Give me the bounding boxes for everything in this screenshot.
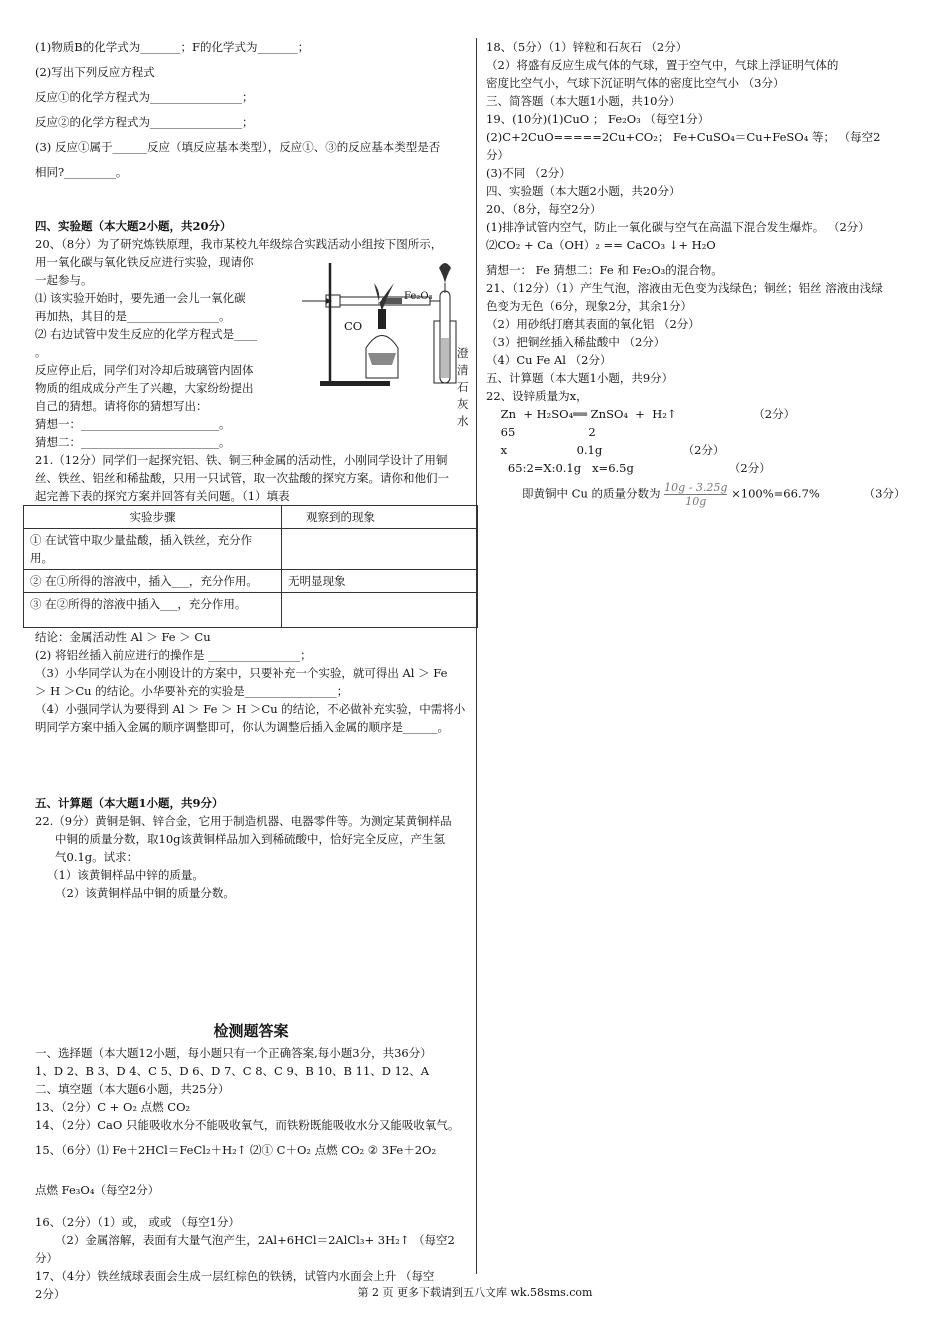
answer-line: (2)C+2CuO=====2Cu+CO₂； Fe+CuSO₄＝Cu+FeSO₄ 等； （每空2: [486, 130, 881, 144]
answer-line: 19、(10分)(1)CuO ； Fe₂O₃ （每空1分）: [486, 112, 710, 126]
q21-after-line: ＞ H ＞Cu 的结论。小华要补充的实验是________________；: [35, 684, 349, 698]
q-intro-line: 相同?_________。: [35, 165, 128, 179]
q-intro-line: (1)物质B的化学式为_______；F的化学式为_______；: [35, 40, 310, 54]
final-prefix: 即黄铜中 Cu 的质量分数为: [522, 486, 661, 501]
q20-line: 20、（8分）为了研究炼铁原理，我市某校九年级综合实践活动小组按下图所示，: [35, 237, 443, 251]
q22-line: 中铜的质量分数，取10g该黄铜样品加入到稀硫酸中，恰好完全反应，产生氢: [55, 832, 445, 846]
q-intro-line: 反应①的化学方程式为________________；: [35, 90, 254, 104]
final-answer: [486, 481, 916, 508]
answer-line: （2）用砂纸打磨其表面的氧化铝 （2分）: [486, 317, 700, 331]
answer-line: （2）金属溶解，表面有大量气泡产生，2Al+6HCl＝2AlCl₃+ 3H₂↑ （每空2: [55, 1233, 455, 1247]
q-intro-line: (3) 反应①属于______反应（填反应基本类型），反应①、③的反应基本类型是否: [35, 140, 441, 154]
answer-line: 点燃 Fe₃O₄（每空2分）: [35, 1183, 160, 1197]
answer-line: 一、选择题（本大题12小题，每小题只有一个正确答案,每小题3分，共36分）: [35, 1046, 432, 1060]
q20-line: 一起参与。: [35, 273, 93, 287]
page-footer: 第 2 页 更多下载请到五八文库 wk.58sms.com: [357, 1286, 593, 1299]
table-header: 实验步骤: [24, 506, 282, 529]
section-4-title: 四、实验题（本大题2小题，共20分）: [35, 219, 232, 233]
table-row: [24, 570, 478, 593]
table-cell: 无明显现象: [282, 570, 478, 593]
fraction-numerator: 10g - 3.25g: [664, 481, 728, 494]
q20-line: 物质的组成成分产生了兴趣，大家纷纷提出: [35, 381, 254, 395]
q22-line: （1）该黄铜样品中锌的质量。: [47, 868, 204, 882]
q21-line: 丝、铁丝、铝丝和稀盐酸，只用一只试管，取一次盐酸的探究方案。请你和他们一: [35, 471, 449, 485]
q22-line: （2）该黄铜样品中铜的质量分数。: [55, 886, 235, 900]
q21-after-line: （3）小华同学认为在小刚设计的方案中，只要补充一个实验，就可得出 Al ＞ Fe: [35, 666, 448, 680]
q21-after-line: 结论：金属活动性 Al ＞ Fe ＞ Cu: [35, 630, 211, 644]
q21-after-line: (2) 将铝丝插入前应进行的操作是 ________________；: [35, 648, 312, 662]
answer-line: 2分）: [35, 1287, 66, 1301]
q20-line: 。: [35, 345, 47, 359]
answer-line: 密度比空气小，气球下沉证明气体的密度比空气小 （3分）: [486, 76, 785, 90]
table-cell: ② 在①所得的溶液中，插入___，充分作用。: [24, 570, 282, 593]
co-label: CO: [344, 319, 363, 333]
q20-line: 反应停止后，同学们对冷却后玻璃管内固体: [35, 363, 254, 377]
q20-line: 猜想二：________________________。: [35, 435, 231, 449]
answer-line: 四、实验题（本大题2小题，共20分）: [486, 184, 681, 198]
table-header: 观察到的现象: [282, 506, 478, 529]
answer-line: 22、设锌质量为x，: [486, 389, 588, 403]
answer-line: 65 2: [486, 425, 596, 439]
q22-line: 22.（9分）黄铜是铜、锌合金，它用于制造机器、电器零件等。为测定某黄铜样品: [35, 814, 452, 828]
answer-line: Zn + H₂SO₄══ ZnSO₄ + H₂↑ （2分）: [486, 407, 796, 421]
answers-title: 检测题答案: [213, 1022, 289, 1040]
apparatus-figure: [282, 253, 469, 428]
answer-line: 五、计算题（本大题1小题，共9分）: [486, 371, 674, 385]
answer-line: 二、填空题（本大题6小题，共25分）: [35, 1082, 230, 1096]
experiment-table: [23, 505, 478, 628]
fraction: [664, 481, 727, 508]
table-cell: ① 在试管中取少量盐酸，插入铁丝，充分作用。: [24, 529, 282, 570]
answer-line: 三、简答题（本大题1小题，共10分）: [486, 94, 681, 108]
answer-line: 15、（6分）⑴ Fe＋2HCl＝FeCl₂＋H₂↑ ⑵① C＋O₂ 点燃 CO₂ ② 3Fe＋2O₂: [35, 1143, 437, 1157]
answer-line: 17、（4分）铁丝绒球表面会生成一层红棕色的铁锈，试管内水面会上升 （每空: [35, 1269, 435, 1283]
table-cell: ③ 在②所得的溶液中插入___，充分作用。: [24, 593, 282, 628]
answer-line: 21、（12分）（1）产生气泡，溶液由无色变为浅绿色；铜丝；铝丝 溶液由浅绿: [486, 281, 883, 295]
section-5-title: 五、计算题（本大题1小题，共9分）: [35, 796, 224, 810]
q22-line: 气0.1g。试求：: [55, 850, 139, 864]
answer-line: （4）Cu Fe Al （2分）: [486, 353, 612, 367]
q20-line: 再加热，其目的是________________。: [35, 309, 231, 323]
table-header-row: [24, 506, 478, 529]
final-suffix: ×100%=66.7% （3分）: [731, 486, 906, 501]
table-cell: [282, 593, 478, 628]
answer-line: （2）将盛有反应生成气体的气球，置于空气中，气球上浮证明气体的: [486, 58, 839, 72]
answer-line: 猜想一： Fe 猜想二：Fe 和 Fe₂O₃的混合物。: [486, 263, 723, 277]
answer-line: 分）: [486, 148, 509, 162]
answer-line: （3）把铜丝插入稀盐酸中 （2分）: [486, 335, 666, 349]
q21-line: 21.（12分）同学们一起探究铝、铁、铜三种金属的活动性，小刚同学设计了用铜: [35, 453, 448, 467]
q-intro-line: 反应②的化学方程式为________________；: [35, 115, 254, 129]
answer-line: 13、（2分）C + O₂ 点燃 CO₂: [35, 1100, 191, 1114]
q20-line: ⑵ 右边试管中发生反应的化学方程式是____: [35, 327, 258, 341]
q21-after-line: （4）小强同学认为要得到 Al ＞ Fe ＞ H ＞Cu 的结论，不必做补充实验，中需将小: [35, 702, 466, 716]
answer-line: (1)排净试管内空气，防止一氧化碳与空气在高温下混合发生爆炸。 （2分）: [486, 220, 870, 234]
left-column: [30, 38, 469, 1303]
fraction-denominator: 10g: [685, 495, 707, 508]
q21-after-line: 明同学方案中插入金属的顺序调整即可，你认为调整后插入金属的顺序是______。: [35, 720, 449, 734]
q20-line: ⑴ 该实验开始时，要先通一会儿一氧化碳: [35, 291, 246, 305]
table-cell: [282, 529, 478, 570]
apparatus-drawing: [282, 253, 467, 393]
answer-line: x 0.1g （2分）: [486, 443, 725, 457]
answer-line: 16、（2分）（1）或， 或或 （每空1分）: [35, 1215, 240, 1229]
answer-line: (3)不同 （2分）: [486, 166, 571, 180]
fe2o3-label: Fe₂O₃: [404, 291, 433, 302]
answer-line: 65:2=X:0.1g x=6.5g （2分）: [486, 461, 771, 475]
right-column: [486, 38, 916, 508]
answer-line: 分）: [35, 1251, 58, 1265]
answer-line: 1、D 2、B 3、D 4、C 5、D 6、D 7、C 8、C 9、B 10、B 11、D 12、A: [35, 1064, 430, 1078]
q-intro-line: (2)写出下列反应方程式: [35, 65, 155, 79]
limewater-label: 澄清石灰水: [457, 346, 469, 428]
answer-line: 18、（5分）（1）锌粒和石灰石 （2分）: [486, 40, 688, 54]
q20-line: 自己的猜想。请将你的猜想写出：: [35, 399, 208, 413]
q20-line: 猜想一：________________________。: [35, 417, 231, 431]
answer-line: 14、（2分）CaO 只能吸收水分不能吸收氧气，而铁粉既能吸收水分又能吸收氧气。: [35, 1118, 460, 1132]
q20-line: 用一氧化碳与氧化铁反应进行实验，现请你: [35, 255, 254, 269]
answer-line: ⑵CO₂ + Ca（OH）₂ == CaCO₃ ↓+ H₂O: [486, 238, 716, 252]
table-row: [24, 529, 478, 570]
table-row: [24, 593, 478, 628]
column-divider: [476, 38, 477, 1274]
answer-line: 20、（8分，每空2分）: [486, 202, 602, 216]
answer-line: 色变为无色（6分，现象2分，其余1分）: [486, 299, 692, 313]
q21-line: 起完善下表的探究方案并回答有关问题。（1）填表: [35, 489, 290, 503]
